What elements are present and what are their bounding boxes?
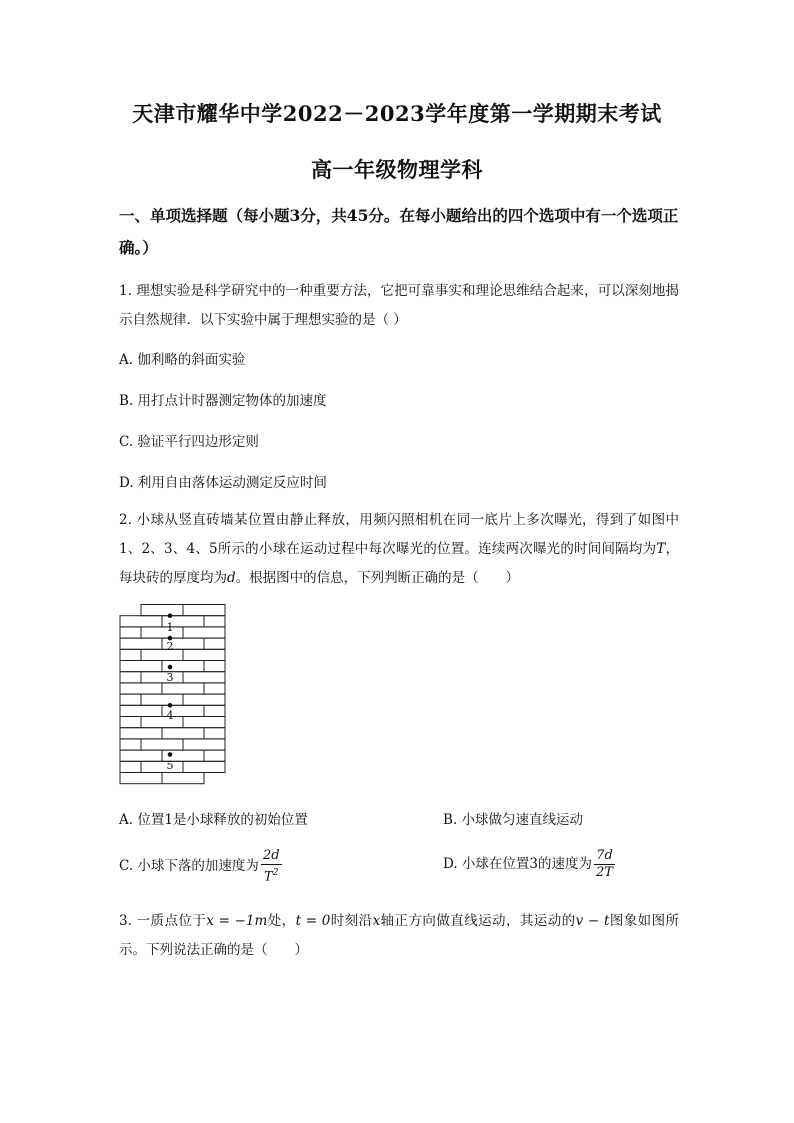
section-heading: 一、单项选择题（每小题3分，共45分。在每小题给出的四个选项中有一个选项正确。） [119,206,679,257]
variable-d: d [227,570,236,586]
equation-x-initial: x = −1m [206,913,268,929]
question-2-stem-part3: 。根据图中的信息，下列判断正确的是（ ） [235,570,520,586]
question-3-text-2: 处， [267,913,296,929]
question-1-stem: 1. 理想实验是科学研究中的一种重要方法，它把可靠事实和理论思维结合起来，可以深刻地揭示自然规律．以下实验中属于理想实验的是（ ） [119,283,679,328]
ball-position-4 [168,703,173,708]
question-2-option-c [119,848,282,885]
question-2-option-d-text: D. 小球在位置3的速度为 [443,856,593,872]
ball-positions [168,613,173,756]
ball-label-1: 1 [166,621,174,634]
question-1-option-a: A. 伽利略的斜面实验 [119,352,246,368]
ball-label-2: 2 [166,640,174,653]
exam-subtitle: 高一年级物理学科 [311,157,483,182]
question-3-text-5: 图象如图所示。下列说法正确的是（ ） [119,913,680,958]
question-2-option-b: B. 小球做匀速直线运动 [443,812,584,828]
question-1-option-c: C. 验证平行四边形定则 [119,434,259,450]
ball-label-3: 3 [166,671,174,684]
brick-wall-figure [119,604,229,786]
question-2-option-d [443,848,615,881]
fraction-numerator: 2d [262,848,280,863]
equation-v-t: v − t [575,913,610,929]
question-3-text-3: 时刻沿 [330,913,373,929]
ball-label-4: 4 [166,709,174,722]
fraction-denominator: 2T [596,865,613,880]
question-3-text-4: 轴正方向做直线运动，其运动的 [380,913,576,929]
acceleration-fraction [261,848,282,885]
question-2-option-a: A. 位置1是小球释放的初始位置 [119,812,308,828]
denominator-exponent: 2 [272,868,279,878]
question-3-text-1: 3. 一质点位于 [119,913,207,929]
exam-title: 天津市耀华中学2022－2023学年度第一学期期末考试 [132,101,662,126]
question-2-option-c-text: C. 小球下落的加速度为 [119,858,259,875]
variable-x: x [372,913,381,929]
ball-position-1 [168,613,173,618]
velocity-fraction [594,848,615,881]
variable-T: T [656,541,666,557]
equation-t-zero: t = 0 [295,913,331,929]
ball-label-5: 5 [166,759,174,772]
question-2-stem [119,506,679,593]
denominator-base: T [264,869,273,885]
question-1-option-b: B. 用打点计时器测定物体的加速度 [119,393,327,409]
question-3-stem [119,907,679,965]
question-2-stem-part2: ，每块砖的厚度均为 [119,541,679,586]
fraction-denominator [261,865,282,885]
ball-position-3 [168,665,173,670]
fraction-numerator: 7d [594,848,615,865]
ball-position-5 [168,752,173,757]
question-2-stem-part1: 2. 小球从竖直砖墙某位置由静止释放，用频闪照相机在同一底片上多次曝光，得到了如图中1、2、3、4、5所示的小球在运动过程中每次曝光的位置。连续两次曝光的时间间隔均为 [119,512,679,557]
question-1-option-d: D. 利用自由落体运动测定反应时间 [119,475,327,491]
